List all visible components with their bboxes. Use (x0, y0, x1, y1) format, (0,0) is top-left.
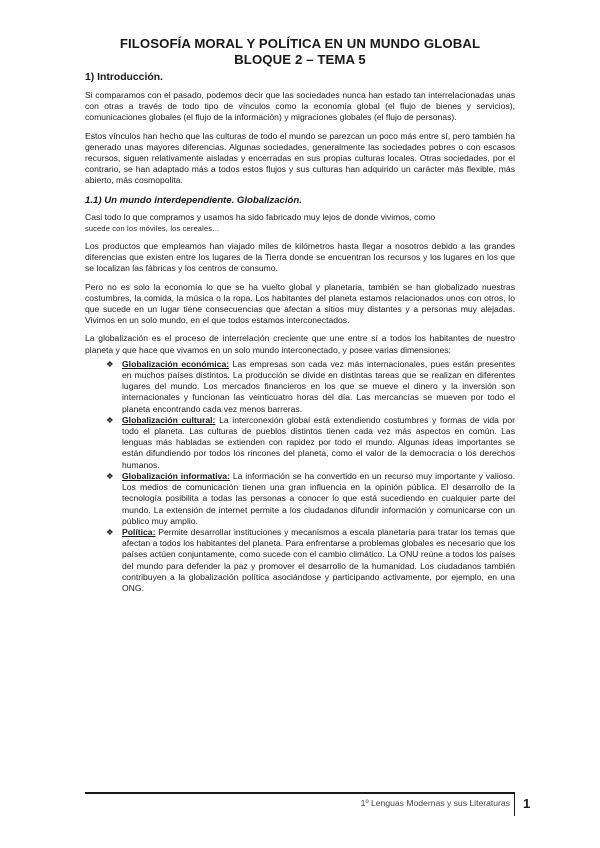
diamond-bullet-icon: ❖ (106, 470, 114, 481)
document-title: FILOSOFÍA MORAL Y POLÍTICA EN UN MUNDO GLOBAL (119, 36, 481, 51)
paragraph: La globalización es el proceso de interrelación creciente que une entre sí a todos los habitantes de nuestro planeta y que hace que vivamos en un solo mundo interconectado, y posee varias dimensiones: (85, 333, 515, 355)
paragraph: Pero no es solo la economía lo que se ha vuelto global y planetaria, también se han globalizado nuestras costumbres, la comida, la música o la ropa. Los habitantes del planeta estamos relacionados unos con otros, lo que sucede en un lugar tiene consecuencias que afectan a sitios muy distantes y a personas muy alejadas. Vivimos en un solo mundo, en el que todos estamos interconectados. (85, 281, 515, 326)
footer-course-label: 1º Lenguas Modernas y sus Literaturas (360, 798, 510, 808)
paragraph-intro (85, 212, 515, 234)
diamond-bullet-icon: ❖ (106, 414, 114, 425)
bullet-term: Política: (122, 526, 156, 537)
paragraph: Estos vínculos han hecho que las culturas de todo el mundo se parezcan un poco más entre sí, pero también ha generado unas mayores diferencias. Algunas sociedades, generalmente las sociedades pobres o con escasos recursos, siguen relativamente aisladas y encerradas en sus propias culturas locales. Otras sociedades, por el contrario, se han adaptado más a todos estos flujos y sus culturas han adquirido un carácter más flexible, más abierto, más cosmopolita. (85, 130, 515, 186)
bullet-text: Las empresas son cada vez más internacionales, pues están presentes en muchos países distintos. La producción se divide en distintas tareas que se realizan en diferentes lugares del mundo. Los mercados financieros en los que se mueve el dinero y la inversión son internacionales y funcionan las veinticuatro horas del día. Las mercancías se mueven por todo el planeta encontrando cada vez menos barreras. (122, 358, 516, 414)
intro-line-small: sucede con los móviles, los cereales… (85, 223, 220, 233)
page-number: 1 (523, 796, 531, 811)
diamond-bullet-icon: ❖ (106, 358, 114, 369)
globalization-dimensions-list (85, 359, 515, 594)
list-item (106, 527, 515, 594)
intro-line: Casi todo lo que compramos y usamos ha sido fabricado muy lejos de donde vivimos, como (85, 211, 436, 222)
bullet-term: Globalización económica: (122, 358, 230, 369)
subsection-heading-globalizacion: 1.1) Un mundo interdependiente. Globalización. (85, 194, 302, 206)
bullet-term: Globalización cultural: (122, 414, 216, 425)
paragraph: Si comparamos con el pasado, podemos decir que las sociedades nunca han estado tan interrelacionadas unas con otras a través de todo tipo de vínculos como la economía global (el flujo de bienes y servicios), comunicaciones globales (el flujo de la información) y migraciones globales (el flujo de personas). (85, 90, 515, 123)
list-item (106, 471, 515, 527)
bullet-text: Permite desarrollar instituciones y mecanismos a escala planetaria para tratar los temas que afectan a todos los habitantes del planeta. Para enfrentarse a problemas globales es necesario que los países actúen conjuntamente, como sucede con el cambio climático. La ONU reúne a todos los países del mundo para defender la paz y promover el desarrollo de la humanidad. Los ciudadanos también contribuyen a la globalización política asociándose y participando activamente, por ejemplo, en una ONG. (122, 526, 515, 593)
diamond-bullet-icon: ❖ (106, 526, 114, 537)
footer-separator (514, 794, 515, 816)
document-page (85, 36, 515, 594)
bullet-text: La información se ha convertido en un recurso muy importante y valioso. Los medios de comunicación tienen una gran influencia en la opinión pública. El desarrollo de la tecnología posibilita a todas las personas a conocer lo que está sucediendo en cualquier parte del mundo. La extensión de internet permite a los ciudadanos difundir información y comunicarse con un público muy amplio. (122, 470, 515, 526)
document-subtitle: BLOQUE 2 – TEMA 5 (234, 52, 366, 67)
section-heading-introduccion: 1) Introducción. (85, 72, 163, 83)
footer-divider (85, 792, 515, 794)
bullet-text: La interconexión global está extendiendo costumbres y formas de vida por todo el planeta. Las culturas de pueblos distintos tienen cada vez más aspectos en común. Las lenguas más habladas se extienden con rapidez por todo el mundo. Algunas ideas importantes se están difundiendo por todos los rincones del planeta, como el valor de la democracia o los derechos humanos. (122, 414, 516, 470)
list-item (106, 415, 515, 471)
bullet-term: Globalización informativa: (122, 470, 230, 481)
list-item (106, 359, 515, 415)
paragraph: Los productos que empleamos han viajado miles de kilómetros hasta llegar a nosotros debido a las grandes diferencias que existen entre los lugares de la Tierra donde se encuentran los recursos y los lugares en los que se localizan las fábricas y los centros de consumo. (85, 241, 515, 274)
